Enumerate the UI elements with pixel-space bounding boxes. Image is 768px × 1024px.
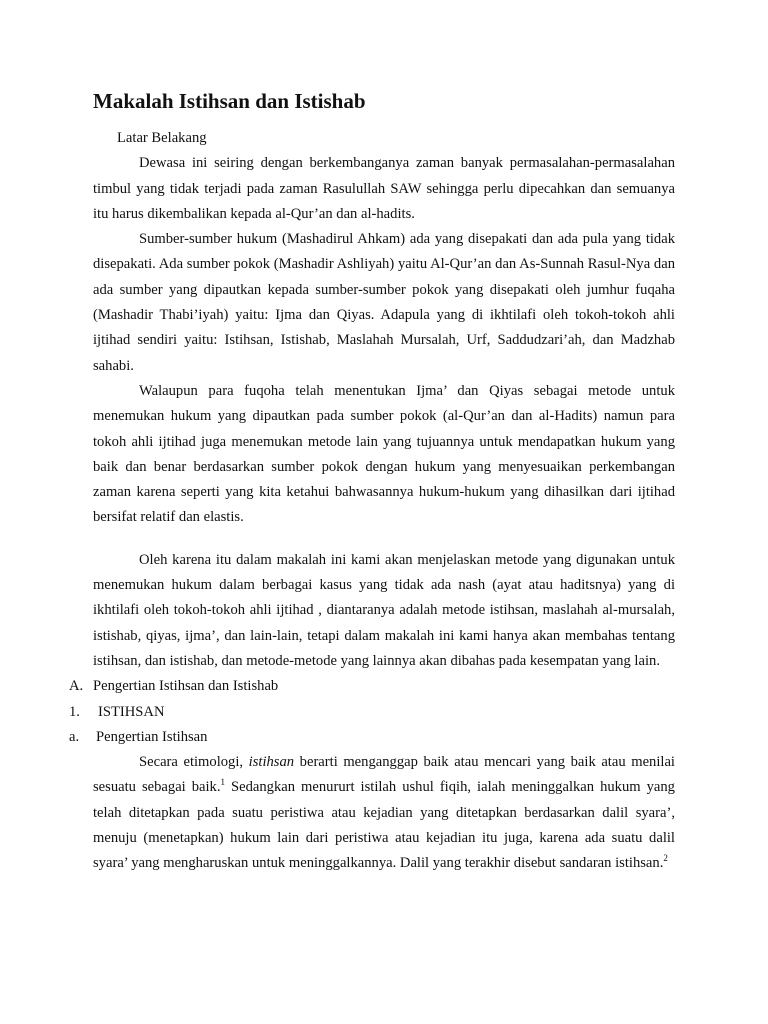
section-1-heading (69, 700, 675, 725)
subheading-latar-belakang: Latar Belakang (117, 130, 207, 146)
paragraph-5-term: istihsan (248, 754, 295, 771)
paragraph-5-part2: berarti menganggap baik atau mencari yang baik atau menilai sesuatu sebagai baik. (93, 754, 675, 796)
paragraph-5-part3: Sedangkan menururt istilah ushul fiqih, ialah meninggalkan hukum yang telah ditetapkan pada suatu peristiwa atau kejadian yang ditetapkan berdasarkan dalil syara’, menuju (menetapkan) hukum lain dari peristiwa atau kejadian itu juga, karena ada suatu dalil syara’ yang mengharuskan untuk meninggalkannya. Dalil yang terakhir disebut sandaran istihsan. (93, 779, 675, 872)
section-1-text: ISTIHSAN (98, 703, 165, 720)
document-title: Makalah Istihsan dan Istishab (93, 89, 366, 113)
paragraph-5 (93, 750, 675, 876)
section-a-sub-text: Pengertian Istihsan (96, 728, 208, 745)
paragraph-4: Oleh karena itu dalam makalah ini kami akan menjelaskan metode yang digunakan untuk menemukan hukum dalam berbagai kasus yang tidak ada nash (ayat atau haditsnya) yang di ikhtilafi oleh tokoh-tokoh ahli ijtihad , diantaranya adalah metode istihsan, maslahah al-mursalah, istishab, qiyas, ijma’, dan lain-lain, tetapi dalam makalah ini kami hanya akan membahas tentang istihsan, dan istishab, dan metode-metode yang lainnya akan dibahas pada kesempatan yang lain. (93, 551, 675, 669)
paragraph-2: Sumber-sumber hukum (Mashadirul Ahkam) ada yang disepakati dan ada pula yang tidak disepakati. Ada sumber pokok (Mashadir Ashliyah) yaitu Al-Qur’an dan As-Sunnah Rasul-Nya dan ada sumber yang dipautkan kepada sumber-sumber pokok yang disepakati oleh jumhur fuqaha (Mashadir Thabi’iyah) yaitu: Ijma dan Qiyas. Adapula yang di ikhtilafi oleh tokoh-tokoh ahli ijtihad sendiri yaitu: Istihsan, Istishab, Maslahah Mursalah, Urf, Saddudzari’ah, dan Madzhab sahabi. (93, 231, 675, 374)
section-a-heading (69, 674, 675, 699)
section-a-sub-marker: a. (69, 728, 80, 745)
paragraph-5-part1: Secara etimologi, (139, 754, 249, 771)
footnote-ref-1[interactable]: 1 (220, 777, 225, 788)
paragraph-1: Dewasa ini seiring dengan berkembanganya zaman banyak permasalahan-permasalahan timbul yang tidak terjadi pada zaman Rasulullah SAW sehingga perlu dipecahkan dan semuanya itu harus dikembalikan kepada al-Qur’an dan al-hadits. (93, 155, 675, 222)
section-a-sub-heading (69, 725, 675, 750)
paragraph-gap (93, 531, 675, 548)
document-body (69, 126, 675, 877)
section-a-text: Pengertian Istihsan dan Istishab (93, 678, 279, 695)
section-1-marker: 1. (69, 703, 80, 720)
footnote-ref-2[interactable]: 2 (663, 853, 668, 864)
paragraph-3: Walaupun para fuqoha telah menentukan Ijma’ dan Qiyas sebagai metode untuk menemukan hukum yang dipautkan pada sumber pokok (al-Qur’an dan al-Hadits) namun para tokoh ahli ijtihad juga menemukan metode lain yang tujuannya untuk mendapatkan hukum yang baik dan benar berdasarkan sumber pokok dengan hukum yang menyesuaikan perkembangan zaman karena seperti yang kita ketahui bahwasannya hukum-hukum yang dihasilkan dari ijtihad bersifat relatif dan elastis. (93, 382, 675, 526)
section-a-marker: A. (69, 678, 84, 695)
